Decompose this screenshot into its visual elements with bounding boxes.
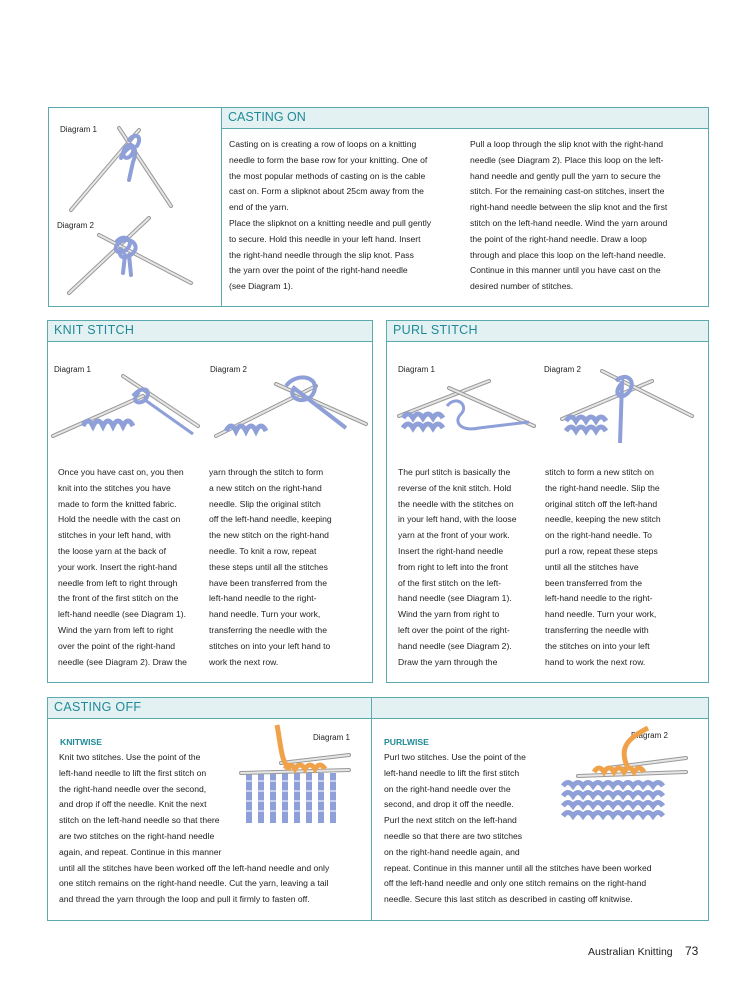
purl-diagram1-label: Diagram 1 — [398, 365, 435, 374]
knit-stitch-header — [48, 321, 372, 342]
knitwise-text: Knit two stitches. Use the point of the left-hand needle to lift the first stitch on the right-hand needle over the second, and drop if off the needle. Knit the next stitch on the left-hand needle so that there are two stitches on the right-hand needle again, and repeat. Continue in this manner until all the stitches have been worked off the left-hand needle and only one stitch remains on the right-hand needle. Cut the yarn, leaving a tail and thread the yarn through the loop and pull it firmly to fasten off. — [59, 752, 330, 905]
casting-off-title: CASTING OFF — [54, 700, 142, 714]
page-number: 73 — [685, 944, 699, 958]
purlwise-text: Purl two stitches. Use the point of the left-hand needle to lift the first stitch on the right-hand needle over the second, and drop it off the needle. Purl the next stitch on the left-hand needle so that there are two stitches on the right-hand needle again, and repeat. Continue in this manner until all the stitches have been worked off the left-hand needle and only one stitch remains on the right-hand needle. Secure this last stitch as described in casting off knitwise. — [384, 752, 652, 905]
knit-col2: yarn through the stitch to form a new stitch on the right-hand needle. Slip the original stitch off the left-hand needle, keeping the new stitch on the right-hand needle. To knit a row, repeat these steps until all the stitches have been transferred from the left-hand needle to the right- hand needle. Turn your work, transferring the needle with the stitches on into your left hand to work the next row. — [209, 467, 332, 667]
yarn — [121, 145, 135, 180]
casting-on-header — [221, 108, 708, 129]
knit-diagram1-illustration — [53, 376, 203, 456]
purl-diagram2-illustration — [562, 371, 702, 451]
casting-on-col2: Pull a loop through the slip knot with the right-hand needle (see Diagram 2). Place this loop on the left- hand needle and gently pull the yarn to secure the stitch. For the remaining cast-on stitches, insert the right-hand needle between the slip knot and the first stitch on the left-hand needle. Wind the yarn around the point of the right-hand needle. Draw a loop through and place this loop on the left-hand needle. Continue in this manner until you have cast on the desired number of stitches. — [470, 139, 668, 292]
purl-stitch-panel — [386, 320, 709, 683]
knit-stitch-panel — [47, 320, 373, 683]
casting-on-panel — [48, 107, 709, 307]
knitwise-diagram-label: Diagram 1 — [313, 733, 350, 742]
purlwise-heading: PURLWISE — [384, 737, 429, 747]
casting-on-title: CASTING ON — [228, 110, 306, 124]
knit-col1: Once you have cast on, you then knit into the stitches you have made to form the knitted fabric. Hold the needle with the cast on stitches in your left hand, with the loose yarn at the back of your work. Insert the right-hand needle from left to right through the front of the first stitch on the left-hand needle (see Diagram 1). Wind the yarn from left to right over the point of the right-hand needle (see Diagram 2). Draw the — [58, 467, 187, 667]
knit-stitch-title: KNIT STITCH — [54, 323, 135, 337]
casting-on-diagram2-label: Diagram 2 — [57, 221, 94, 230]
footer-book-title: Australian Knitting — [588, 946, 673, 958]
purl-diagram1-illustration — [399, 376, 539, 456]
purl-col1: The purl stitch is basically the reverse of the knit stitch. Hold the needle with the stitches on in your left hand, with the loose yarn at the front of your work. Insert the right-hand needle from right to left into the front of the first stitch on the left- hand needle (see Diagram 1). Wind the yarn from right to left over the point of the right- hand needle (see Diagram 2). Draw the yarn through the — [398, 467, 517, 667]
casting-on-diagram1-illustration — [59, 118, 179, 218]
casting-off-divider — [371, 698, 372, 920]
knitwise-heading: KNITWISE — [60, 737, 103, 747]
knit-diagram1-label: Diagram 1 — [54, 365, 91, 374]
casting-off-header — [48, 698, 708, 719]
casting-on-diagram1-label: Diagram 1 — [60, 125, 97, 134]
purl-col2: stitch to form a new stitch on the right-hand needle. Slip the original stitch off the left-hand needle, keeping the new stitch on the right-hand needle. To purl a row, repeat these steps until all the stitches have been transferred from the left-hand needle to the right- hand needle. Turn your work, transferring the needle with the stitches on into your left hand to work the next row. — [545, 467, 661, 667]
purl-stitch-title: PURL STITCH — [393, 323, 478, 337]
casting-off-panel — [47, 697, 709, 921]
knit-diagram2-label: Diagram 2 — [210, 365, 247, 374]
casting-on-diagram2-illustration — [59, 213, 179, 303]
purlwise-diagram-label: Diagram 2 — [631, 731, 668, 740]
casting-on-col1: Casting on is creating a row of loops on a knitting needle to form the base row for your knitting. One of the most popular methods of casting on is the cable cast on. Form a slipknot about 25cm away from the end of the yarn. Place the slipknot on a knitting needle and pull gently to secure. Hold this needle in your left hand. Insert the right-hand needle through the slip knot. Pass the yarn over the point of the right-hand needle (see Diagram 1). — [229, 139, 432, 292]
knit-diagram2-illustration — [216, 376, 366, 456]
casting-on-divider — [221, 128, 222, 306]
purl-stitch-header — [387, 321, 708, 342]
purl-diagram2-label: Diagram 2 — [544, 365, 581, 374]
